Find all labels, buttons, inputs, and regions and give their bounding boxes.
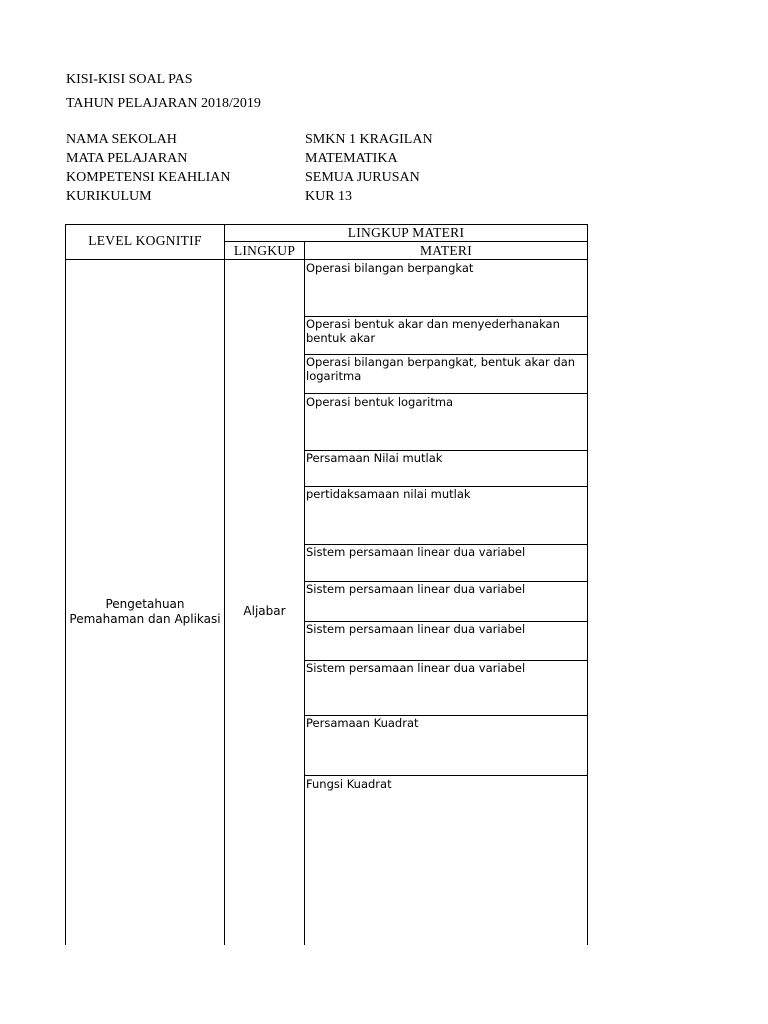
document-title: KISI-KISI SOAL PAS: [66, 72, 193, 87]
academic-year: TAHUN PELAJARAN 2018/2019: [66, 96, 261, 111]
info-value-competence: SEMUA JURUSAN: [305, 170, 420, 185]
info-label-competence: KOMPETENSI KEAHLIAN: [66, 170, 231, 185]
header-level-kognitif: LEVEL KOGNITIF: [88, 233, 202, 248]
info-label-subject: MATA PELAJARAN: [66, 151, 188, 166]
info-value-school: SMKN 1 KRAGILAN: [305, 132, 433, 147]
materi-item: Sistem persamaan linear dua variabel: [306, 661, 526, 675]
info-value-curriculum: KUR 13: [305, 189, 353, 204]
header-materi: MATERI: [419, 243, 473, 258]
materi-item: pertidaksamaan nilai mutlak: [306, 487, 471, 501]
materi-item: Sistem persamaan linear dua variabel: [306, 582, 526, 596]
materi-item: Operasi bilangan berpangkat, bentuk akar dan logaritma: [306, 355, 576, 383]
materi-item: Operasi bentuk logaritma: [306, 395, 454, 409]
info-label-curriculum: KURIKULUM: [66, 189, 152, 204]
materi-item: Persamaan Kuadrat: [306, 716, 419, 730]
lingkup-value: Aljabar: [243, 604, 286, 618]
info-value-subject: MATEMATIKA: [305, 151, 398, 166]
info-label-school: NAMA SEKOLAH: [66, 132, 177, 147]
materi-item: Fungsi Kuadrat: [306, 777, 392, 791]
header-lingkup: LINGKUP: [233, 243, 296, 258]
materi-item: Sistem persamaan linear dua variabel: [306, 622, 526, 636]
header-lingkup-materi: LINGKUP MATERI: [347, 225, 465, 240]
materi-item: Operasi bilangan berpangkat: [306, 261, 474, 275]
materi-item: Sistem persamaan linear dua variabel: [306, 545, 526, 559]
materi-item: Persamaan Nilai mutlak: [306, 451, 443, 465]
level-kognitif-value: Pengetahuan Pemahaman dan Aplikasi: [69, 597, 221, 626]
materi-item: Operasi bentuk akar dan menyederhanakan bentuk akar: [306, 317, 560, 345]
